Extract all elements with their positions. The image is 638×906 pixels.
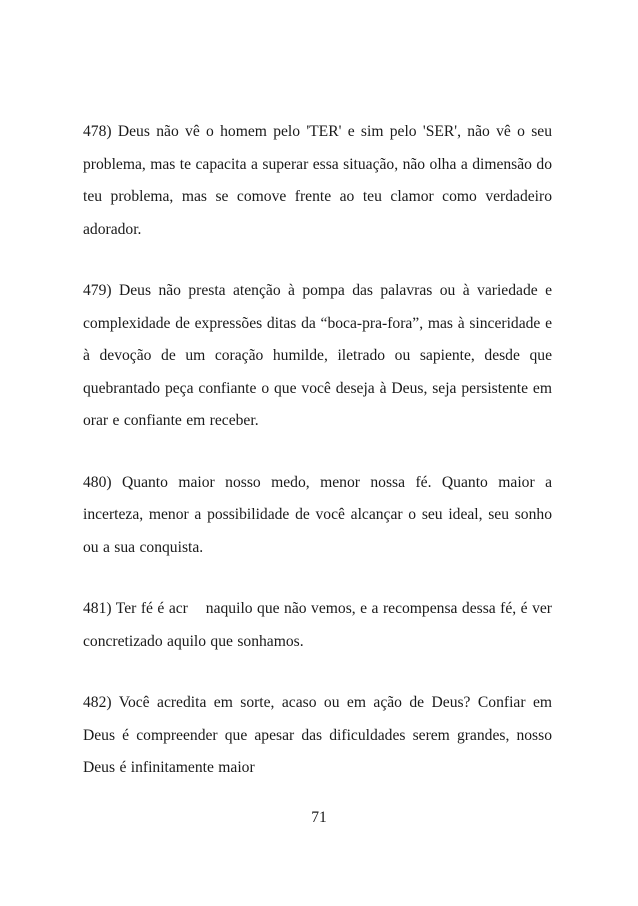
page-number: 71 bbox=[311, 809, 327, 826]
paragraph-481: 481) Ter fé é acr naquilo que não vemos, e a recompensa dessa fé, é ver concretizado aquilo que sonhamos. bbox=[83, 600, 557, 650]
paragraph-478: 478) Deus não vê o homem pelo 'TER' e sim pelo 'SER', não vê o seu problema, mas te capacita a superar essa situação, não olha a dimensão do teu problema, mas se comove frente ao teu clamor como verdadeiro adorador. bbox=[83, 123, 552, 238]
page-body bbox=[83, 116, 557, 814]
paragraph-479: 479) Deus não presta atenção à pompa das palavras ou à variedade e complexidade de expressões ditas da “boca-pra-fora”, mas à sinceridade e à devoção de um coração humilde, iletrado ou sapiente, desde que quebrantado peça confiante o que você deseja à Deus, seja persistente em orar e confiante em receber. bbox=[83, 282, 552, 429]
paragraph-482: 482) Você acredita em sorte, acaso ou em ação de Deus? Confiar em Deus é compreender que apesar das dificuldades serem grandes, nosso Deus é infinitamente maior bbox=[83, 694, 552, 776]
paragraph-480: 480) Quanto maior nosso medo, menor nossa fé. Quanto maior a incerteza, menor a possibilidade de você alcançar o seu ideal, seu sonho ou a sua conquista. bbox=[83, 473, 552, 556]
